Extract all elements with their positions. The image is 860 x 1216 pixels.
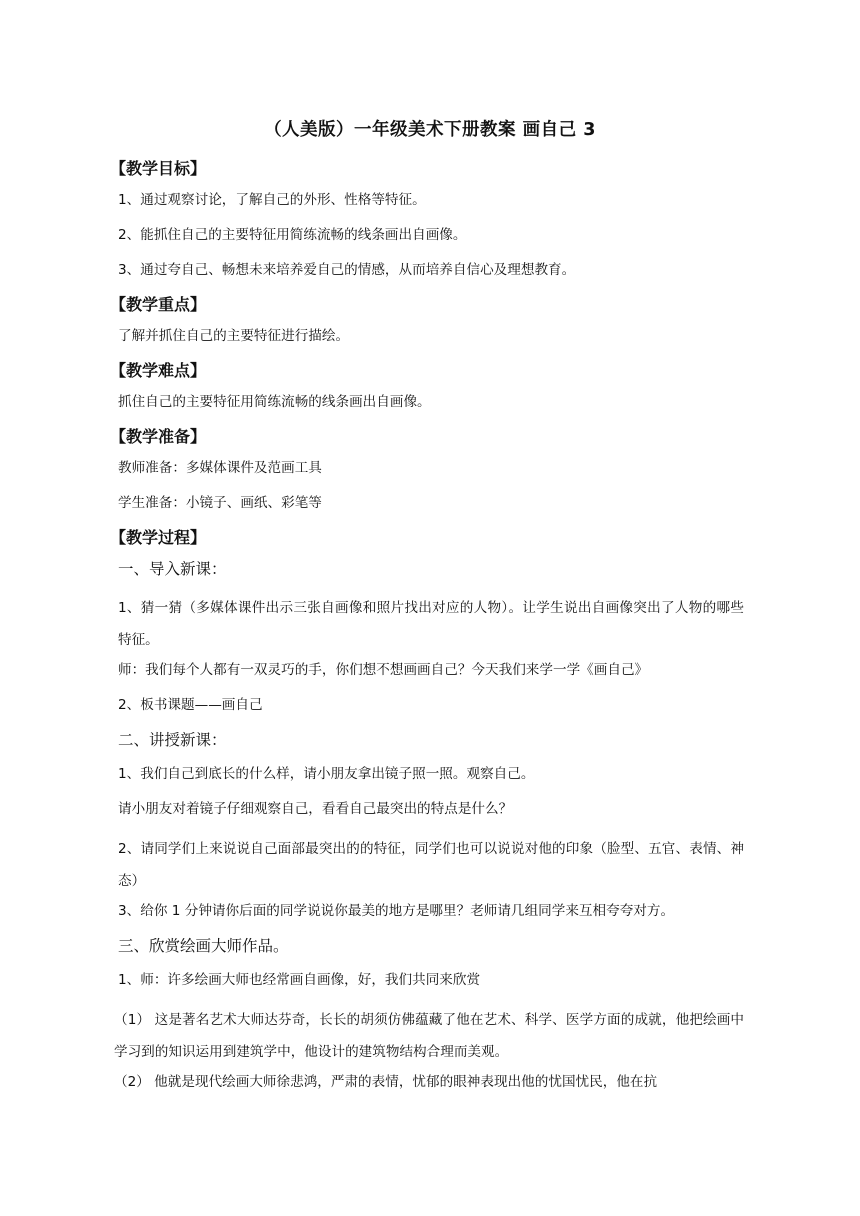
- part1-paragraph: 1、猜一猜（多媒体课件出示三张自画像和照片找出对应的人物）。让学生说出自画像突出了人物的哪些特征。: [118, 600, 744, 648]
- preparation-heading: 【教学准备】: [110, 427, 207, 446]
- part2-paragraph: 请小朋友对着镜子仔细观察自己，看看自己最突出的特点是什么？: [118, 801, 513, 817]
- part3-title: 三、欣赏绘画大师作品。: [118, 937, 289, 955]
- key-points-text: 了解并抓住自己的主要特征进行描绘。: [118, 328, 350, 344]
- difficulties-heading: 【教学难点】: [110, 361, 207, 380]
- part3-paragraph: 1、师：许多绘画大师也经常画自画像，好，我们共同来欣赏: [118, 972, 481, 988]
- student-preparation: 学生准备：小镜子、画纸、彩笔等: [118, 495, 322, 511]
- process-heading: 【教学过程】: [110, 528, 207, 547]
- goals-heading: 【教学目标】: [110, 159, 207, 178]
- part3-paragraph: （1） 这是著名艺术大师达芬奇，长长的胡须仿佛蕴藏了他在艺术、科学、医学方面的成就，他把绘画中学习到的知识运用到建筑学中，他设计的建筑物结构合理而美观。: [114, 1012, 744, 1060]
- document-body: [110, 152, 744, 1106]
- part2-paragraph: 3、给你 1 分钟请你后面的同学说说你最美的地方是哪里？老师请几组同学来互相夸夸对方。: [118, 903, 675, 919]
- part2-paragraph: 2、请同学们上来说说自己面部最突出的的特征，同学们也可以说说对他的印象（脸型、五官、表情、神态）: [118, 841, 744, 889]
- part2-paragraph: 1、我们自己到底长的什么样，请小朋友拿出镜子照一照。观察自己。: [118, 766, 535, 782]
- part3-paragraph: （2） 他就是现代绘画大师徐悲鸿，严肃的表情，忧郁的眼神表现出他的忧国忧民，他在抗: [114, 1074, 658, 1090]
- part2-title: 二、讲授新课：: [118, 731, 227, 749]
- part1-paragraph: 2、板书课题——画自己: [118, 697, 263, 713]
- teacher-preparation: 教师准备：多媒体课件及范画工具: [118, 460, 322, 476]
- page-title: （人美版）一年级美术下册教案 画自己 3: [264, 120, 596, 140]
- goal-item: 3、通过夸自己、畅想未来培养爱自己的情感，从而培养自信心及理想教育。: [118, 262, 576, 278]
- part1-paragraph: 师：我们每个人都有一双灵巧的手，你们想不想画画自己？今天我们来学一学《画自己》: [118, 662, 649, 678]
- goal-item: 2、能抓住自己的主要特征用简练流畅的线条画出自画像。: [118, 227, 467, 243]
- goal-item: 1、通过观察讨论，了解自己的外形、性格等特征。: [118, 192, 426, 208]
- part1-title: 一、导入新课：: [118, 560, 227, 578]
- difficulties-text: 抓住自己的主要特征用简练流畅的线条画出自画像。: [118, 394, 431, 410]
- key-points-heading: 【教学重点】: [110, 295, 207, 314]
